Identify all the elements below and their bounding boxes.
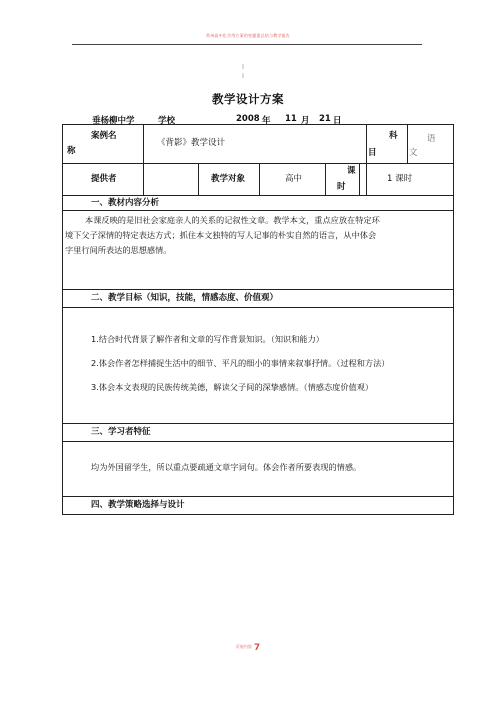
target-value: 高中 [285,174,303,184]
school-name: 垂杨柳中学 [92,116,135,126]
section-3-title: 三、学习者特征 [91,427,151,437]
subject-value-cont: 文 [409,148,418,158]
hours-value: 1 课时 [387,174,413,184]
design-form-table [62,124,454,515]
school-suffix: 学校 [158,116,176,126]
date-month: 11 [285,114,297,124]
subject-label-cont: 目 [368,148,377,158]
provider-label: 提供者 [91,174,117,184]
mark-icon: ▯ [241,73,245,79]
row-divider [63,210,453,211]
col-divider [359,163,360,195]
section-1-title: 一、教材内容分析 [91,198,160,208]
case-name-label: 案例名 [91,131,117,141]
section-2-title: 二、教学目标（知识，技能，情感态度、价值观） [91,293,279,303]
section-1-line-3: 字里行间所表达的思想感情。 [65,245,172,255]
date-day: 21 [319,114,331,124]
case-name-label-cont: 称 [67,146,76,156]
col-divider [198,163,199,195]
row-divider [63,423,453,424]
col-divider [259,163,260,195]
footer-text: 页眉内容 [235,644,252,649]
col-divider [143,125,144,195]
page-footer [0,643,496,653]
subject-label: 科 [389,131,398,141]
subject-value: 语 [427,134,436,144]
hours-label-cont: 时 [337,182,346,192]
section-3-text: 均为外国留学生，所以重点要疏通文章字词句。体会作者所要表现的情感。 [91,462,362,472]
row-divider [63,289,453,290]
case-name-value: 《背影》教学设计 [157,138,226,148]
page-header-text: 常州高中化学用方案的变题重总结与教学报告 [206,33,290,38]
objective-2: 2.体会作者怎样捕捉生活中的细节、平凡的细小的事情来叙事抒情。（过程和方法） [91,358,390,368]
col-divider [407,125,408,163]
row-divider [63,307,453,308]
section-1-line-2: 境下父子深情的特定表达方式；抓住本文独特的写人记事的朴实自然的语言，从中体会 [65,230,377,240]
header-rule [72,44,422,45]
row-divider [63,441,453,442]
row-divider [63,496,453,497]
objective-3: 3.体会本文表现的民族传统美德，解读父子间的深挚感情。（情感态度价值观） [91,382,374,392]
date-year: 2008 [236,114,260,124]
row-divider [63,195,453,196]
document-title: 教学设计方案 [212,92,284,106]
date-month-unit: 月 [301,116,310,126]
target-label: 教学对象 [211,174,246,184]
section-1-line-1: 本课反映的是旧社会家庭亲人的关系的记叙性文章。教学本文，重点应放在特定环 [85,215,380,225]
row-divider [63,163,453,164]
col-divider [366,125,367,195]
mark-icon: ▯ [241,64,245,70]
date-day-unit: 日 [333,116,342,126]
hours-label: 课 [347,166,356,176]
page-number: 7 [253,643,261,653]
objective-1: 1.结合时代背景了解作者和文章的写作背景知识。（知识和能力） [91,334,324,344]
col-divider [325,163,326,195]
date-year-unit: 年 [262,116,271,126]
section-4-title: 四、教学策略选择与设计 [91,500,185,510]
small-marks [240,64,246,82]
